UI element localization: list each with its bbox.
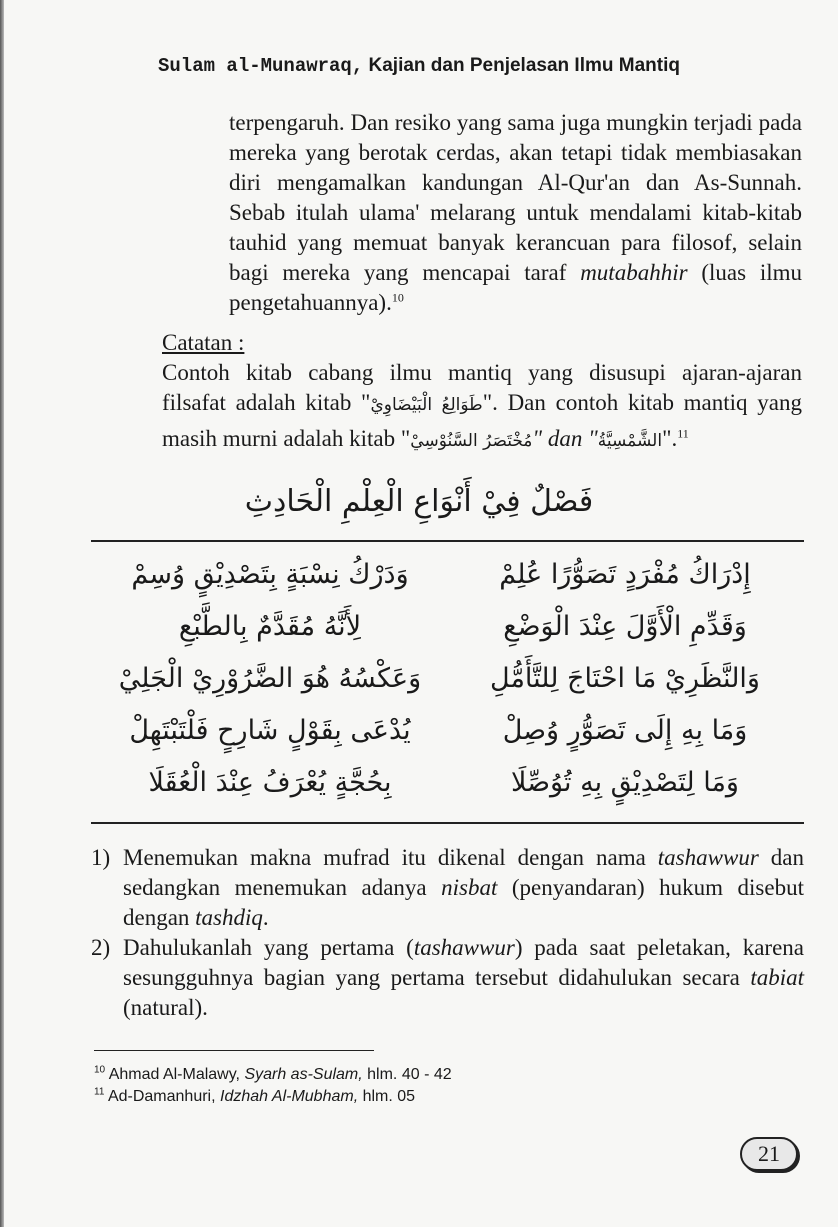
catatan-heading: Catatan : <box>162 330 245 355</box>
text-segment: dan sedangkan menemukan adanya <box>123 845 804 900</box>
paragraph-1-text: terpengaruh. Dan resiko yang sama juga mungkin terjadi pada mereka yang berotak cerdas, akan tetapi tidak membiasakan diri mengamalkan kandungan Al-Qur'an dan As-Sunnah. Sebab itulah ulama' melarang untuk mendalami kitab-kitab tauhid yang memuat banyak kerancuan para filosof, selain bagi mereka yang mencapai taraf <box>229 110 802 285</box>
paragraph-1 <box>229 108 802 318</box>
catatan-line-3-post: ". <box>662 426 678 451</box>
poem-verses <box>91 548 804 808</box>
kitab-syamsiyah-name: الشَّمْسِيَّةُ <box>597 431 663 451</box>
footnote-pages: hlm. 40 - 42 <box>362 1066 452 1083</box>
paragraph-1-italic: mutabahhir <box>580 260 688 285</box>
text-segment: . <box>262 905 269 930</box>
footnote-divider <box>94 1050 374 1051</box>
verse-second-hemistich: وَعَكْسُهُ هُوَ الضَّرُوْرِيْ الْجَلِيْ <box>118 662 422 694</box>
catatan-line-1: Contoh kitab cabang ilmu mantiq yang disusupi ajaran-ajaran <box>162 360 802 385</box>
poem-bottom-rule <box>91 822 804 824</box>
list-item-text <box>123 933 804 1023</box>
kitab-thawali-name: طَوَالِعُ الْبَيْضَاوِيْ <box>370 395 483 415</box>
list-item <box>91 843 804 933</box>
footnote-author: Ad-Damanhuri, <box>107 1088 220 1105</box>
footnote-work-title: Idzhah Al-Mubham, <box>220 1088 359 1105</box>
verse-first-hemistich: وَمَا لِتَصْدِيْقٍ بِهِ تُوُصِّلَا <box>511 766 739 798</box>
text-segment: Menemukan makna mufrad itu dikenal dengan nama <box>123 845 658 870</box>
page-number-badge: 21 <box>740 1137 798 1171</box>
verse-second-hemistich: لِأَنَّهُ مُقَدَّمٌ بِالطَّبْعِ <box>178 610 362 642</box>
list-item <box>91 933 804 1023</box>
footnote-author: Ahmad Al-Malawy, <box>108 1066 245 1083</box>
footnote-work-title: Syarh as-Sulam, <box>244 1066 363 1083</box>
verse-second-hemistich: يُدْعَى بِقَوْلٍ شَارِحٍ فَلْتَبْتَهِلْ <box>129 714 411 746</box>
catatan-line-3 <box>162 424 802 456</box>
page-binding-edge <box>0 0 4 1227</box>
italic-term: tashawwur <box>413 935 515 960</box>
poem-verse <box>91 756 804 808</box>
catatan-line-3-pre: masih murni adalah kitab " <box>162 426 411 451</box>
translation-list <box>91 843 804 1023</box>
text-segment: (natural). <box>123 995 208 1020</box>
footnote-ref-11[interactable]: 11 <box>677 426 689 441</box>
footnote-number: 10 <box>94 1064 106 1076</box>
footnote-ref-10[interactable]: 10 <box>391 290 404 305</box>
header-title-part1: Sulam al-Munawraq, <box>158 55 364 77</box>
text-segment: Dahulukanlah yang pertama ( <box>123 935 414 960</box>
footnote-11 <box>94 1086 452 1108</box>
catatan-line-2-pre: filsafat adalah kitab " <box>162 390 371 415</box>
italic-term: nisbat <box>441 875 498 900</box>
footnote-pages: hlm. 05 <box>358 1088 416 1105</box>
list-item-text <box>123 843 804 933</box>
poem-verse <box>91 704 804 756</box>
header-title-part2: Kajian dan Penjelasan Ilmu Mantiq <box>363 55 680 76</box>
footnote-10 <box>94 1064 452 1086</box>
text-segment: (penyandaran) hukum disebut dengan <box>123 875 804 930</box>
verse-first-hemistich: وَمَا بِهِ إِلَى تَصَوُّرٍ وُصِلْ <box>502 714 748 746</box>
catatan-line-2 <box>162 388 802 420</box>
poem-verse <box>91 548 804 600</box>
italic-term: tabiat <box>750 965 804 990</box>
paragraph-1-text-end: (luas ilmu pengetahuannya). <box>229 260 802 315</box>
catatan-line-3-mid: " dan " <box>532 426 598 451</box>
verse-first-hemistich: إِدْرَاكُ مُفْرَدٍ تَصَوُّرًا عُلِمْ <box>499 558 751 590</box>
verse-first-hemistich: وَالنَّظَرِيْ مَا احْتَاجَ لِلتَّأَمُّلِ <box>490 662 760 694</box>
catatan-section <box>162 328 802 456</box>
text-segment: ) pada saat peletakan, karena sesungguhnya bagian yang pertama tersebut didahulukan secara <box>123 935 804 990</box>
list-item-number: 1) <box>91 845 111 870</box>
fasl-title: فَصْلٌ فِيْ أَنْوَاعِ الْعِلْمِ الْحَادِثِ <box>244 484 594 519</box>
poem-top-rule <box>91 540 804 542</box>
italic-term: tashawwur <box>657 845 759 870</box>
italic-term: tashdiq <box>195 905 263 930</box>
verse-second-hemistich: بِحُجَّةٍ يُعْرَفُ عِنْدَ الْعُقَلَا <box>148 766 392 798</box>
verse-second-hemistich: وَدَرْكُ نِسْبَةٍ بِتَصْدِيْقٍ وُسِمْ <box>131 558 409 590</box>
catatan-line-2-post: ". Dan contoh kitab mantiq yang <box>482 390 802 415</box>
footnote-number: 11 <box>94 1086 105 1098</box>
poem-verse <box>91 652 804 704</box>
running-header <box>0 52 838 77</box>
poem-verse <box>91 600 804 652</box>
footnotes <box>94 1064 452 1108</box>
verse-first-hemistich: وَقَدِّمِ الْأَوَّلَ عِنْدَ الْوَضْعِ <box>503 610 747 642</box>
list-item-number: 2) <box>91 935 111 960</box>
kitab-mukhtashar-name: مُخْتَصَرُ السَّنُوْسِيْ <box>410 431 533 451</box>
